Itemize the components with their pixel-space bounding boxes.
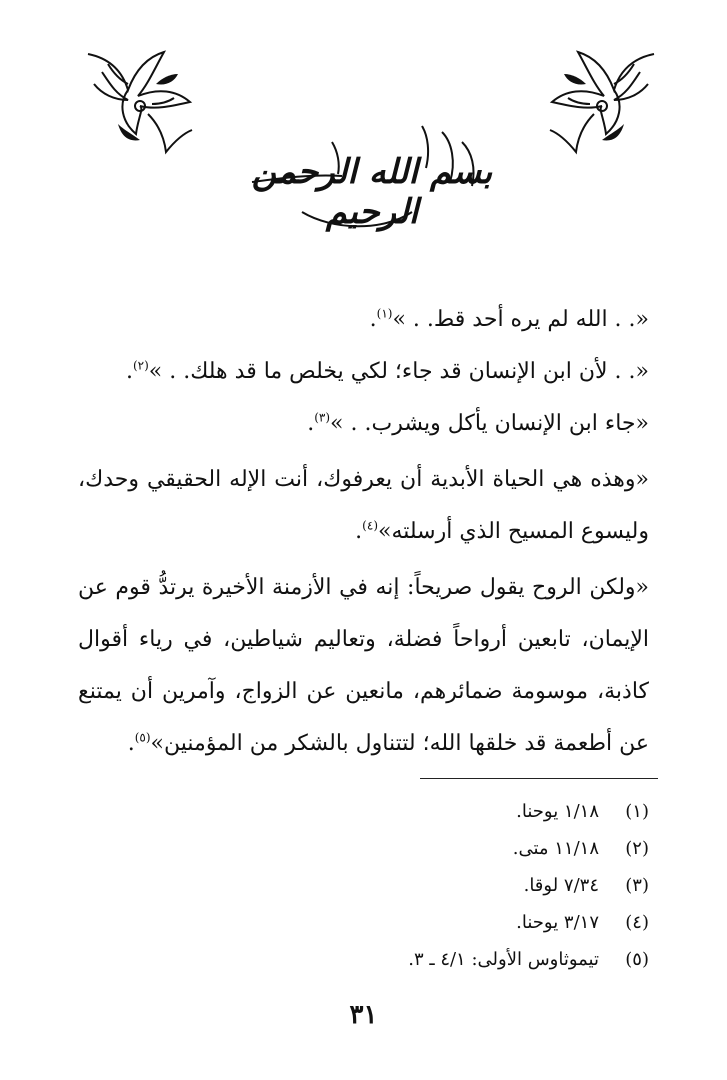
basmala-calligraphy	[242, 112, 502, 242]
footnotes	[200, 793, 649, 978]
page-number: ٣١	[349, 1000, 378, 1030]
paragraph: «. . لأن ابن الإنسان قد جاء؛ لكي يخلص ما قد هلك. . »$^{(٢)}$.	[125, 358, 649, 384]
basmala-text: بسم الله الرحمن الرحيم	[251, 152, 493, 232]
paragraph: «جاء ابن الإنسان يأكل ويشرب. . »$^{(٣)}$.	[307, 410, 649, 436]
footnote-divider	[420, 778, 658, 779]
floral-ornament-icon	[546, 44, 664, 162]
paragraph: «. . الله لم يره أحد قط. . »$^{(١)}$.	[369, 306, 649, 332]
footnote-item: (٢)١١/١٨ متى.	[512, 838, 649, 859]
floral-ornament-icon	[78, 44, 196, 162]
main-text	[78, 294, 649, 770]
footnote-item: (٥)تيموثاوس الأولى: ٤/١ ـ ٣.	[408, 949, 649, 970]
paragraph: «وهذه هي الحياة الأبدية أن يعرفوك، أنت الإله الحقيقي وحدك، وليسوع المسيح الذي أرسلته»$^{(٤)}$.	[78, 467, 649, 544]
footnote-item: (٤)٣/١٧ يوحنا.	[516, 912, 649, 933]
footnote-item: (٣)٧/٣٤ لوقا.	[523, 875, 649, 896]
footnote-item: (١)١/١٨ يوحنا.	[516, 801, 649, 822]
paragraph: «ولكن الروح يقول صريحاً: إنه في الأزمنة الأخيرة يرتدُّ قوم عن الإيمان، تابعين أرواحاً فضلة، وتعاليم شياطين، في رياء أقوال كاذبة، موسومة ضمائرهم، مانعين عن الزواج، وآمرين أن يمتنع عن أطعمة قد خلقها الله؛ لتتناول بالشكر من المؤمنين»$^{(٥)}$.	[78, 575, 649, 756]
